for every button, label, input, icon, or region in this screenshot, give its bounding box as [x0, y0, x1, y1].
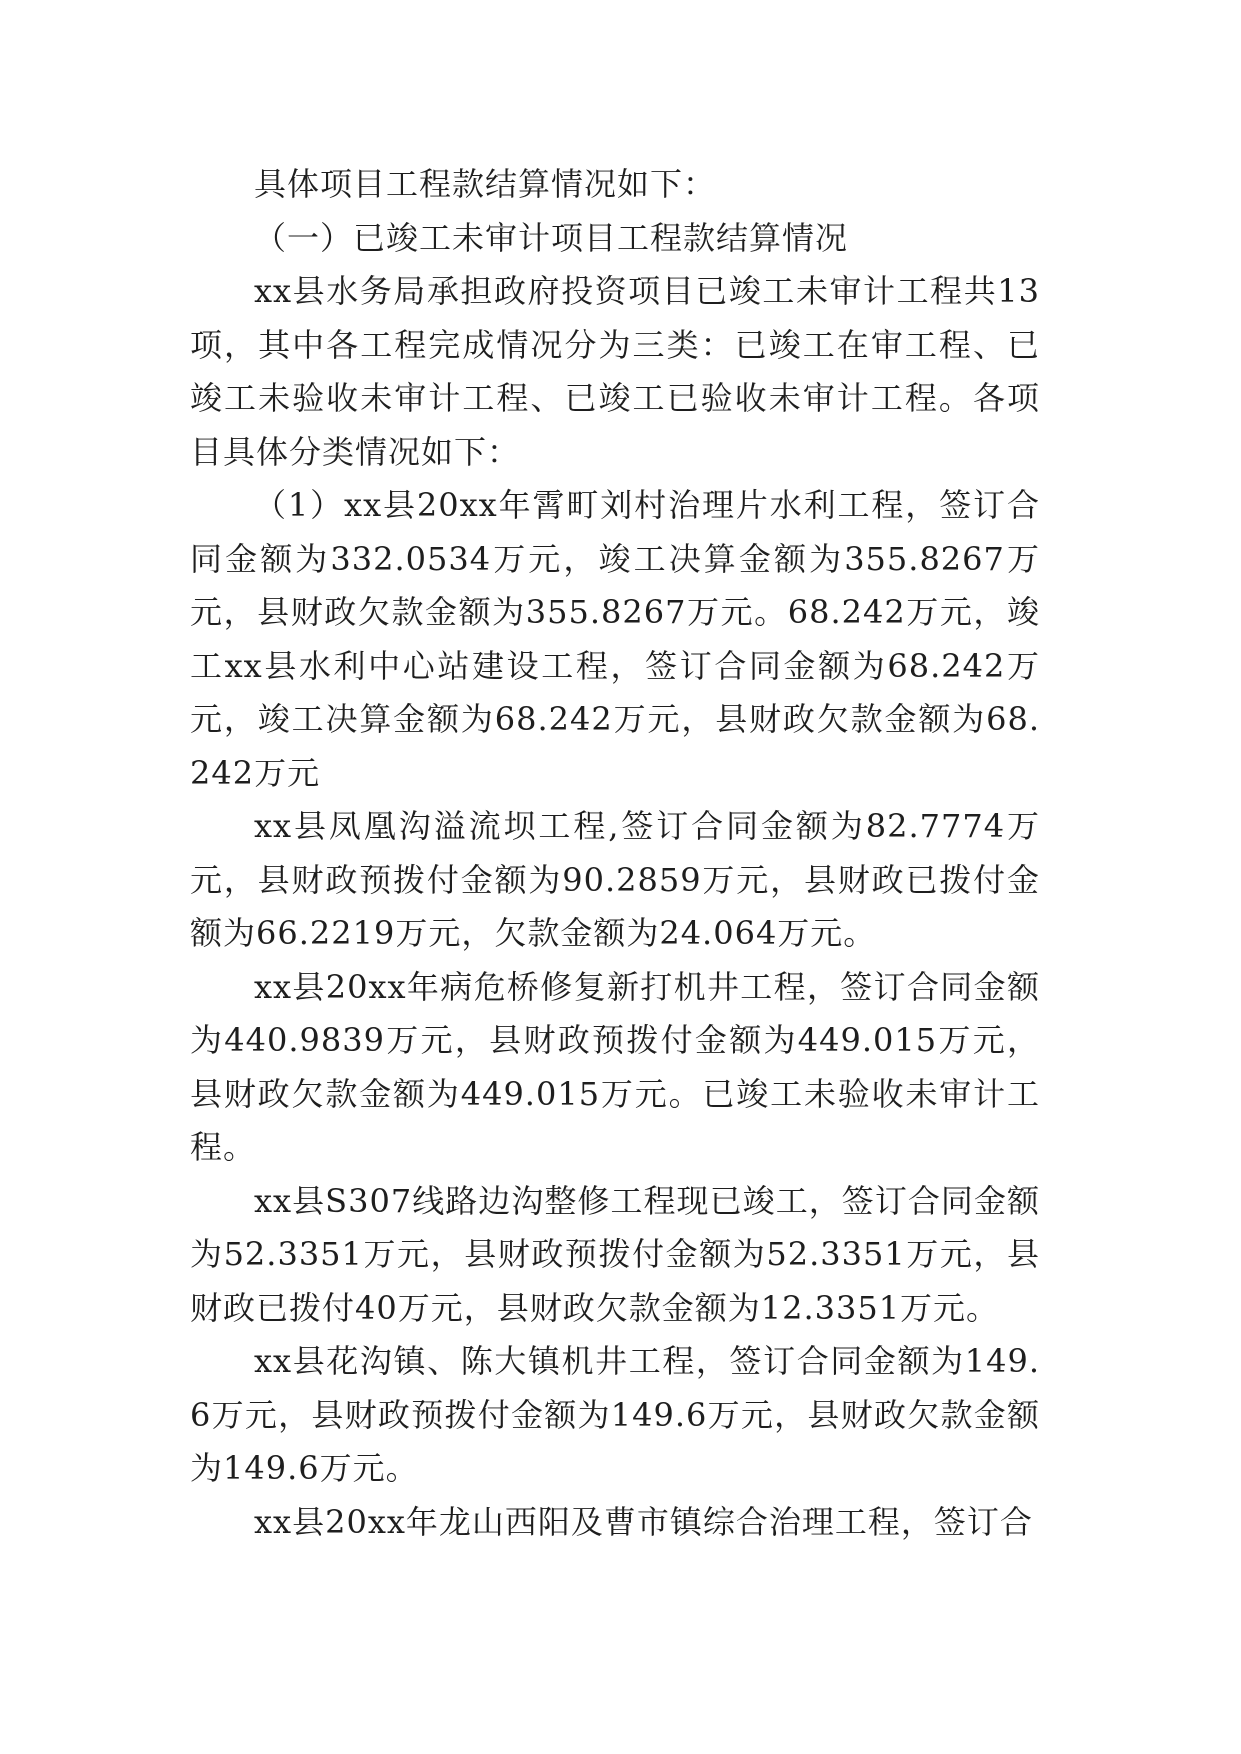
paragraph-item-1: （1）xx县20xx年霄町刘村治理片水利工程，签订合同金额为332.0534万元，竣工决算金额为355.8267万元，县财政欠款金额为355.8267万元。68.242万元，竣工xx县水利中心站建设工程，签订合同金额为68.242万元，竣工决算金额为68.242万元，县财政欠款金额为68.242万元	[190, 486, 1040, 792]
document-body	[190, 158, 1040, 1549]
paragraph-item-huagou: xx县花沟镇、陈大镇机井工程，签订合同金额为149.6万元，县财政预拨付金额为149.6万元，县财政欠款金额为149.6万元。	[190, 1342, 1040, 1487]
paragraph-overview: xx县水务局承担政府投资项目已竣工未审计工程共13项，其中各工程完成情况分为三类：已竣工在审工程、已竣工未验收未审计工程、已竣工已验收未审计工程。各项目具体分类情况如下：	[190, 272, 1040, 471]
paragraph-item-s307: xx县S307线路边沟整修工程现已竣工，签订合同金额为52.3351万元，县财政预拨付金额为52.3351万元，县财政已拨付40万元，县财政欠款金额为12.3351万元。	[190, 1181, 1040, 1327]
paragraph-item-bridge-well: xx县20xx年病危桥修复新打机井工程，签订合同金额为440.9839万元，县财政预拨付金额为449.015万元，县财政欠款金额为449.015万元。已竣工未验收未审计工程。	[190, 967, 1040, 1166]
paragraph-item-longshan: xx县20xx年龙山西阳及曹市镇综合治理工程，签订合	[254, 1502, 1033, 1541]
paragraph-item-fenghuanggou: xx县凤凰沟溢流坝工程,签订合同金额为82.7774万元，县财政预拨付金额为90.2859万元，县财政已拨付金额为66.2219万元，欠款金额为24.064万元。	[190, 807, 1040, 952]
section-heading: （一）已竣工未审计项目工程款结算情况	[254, 218, 849, 257]
paragraph-intro: 具体项目工程款结算情况如下：	[254, 165, 717, 203]
